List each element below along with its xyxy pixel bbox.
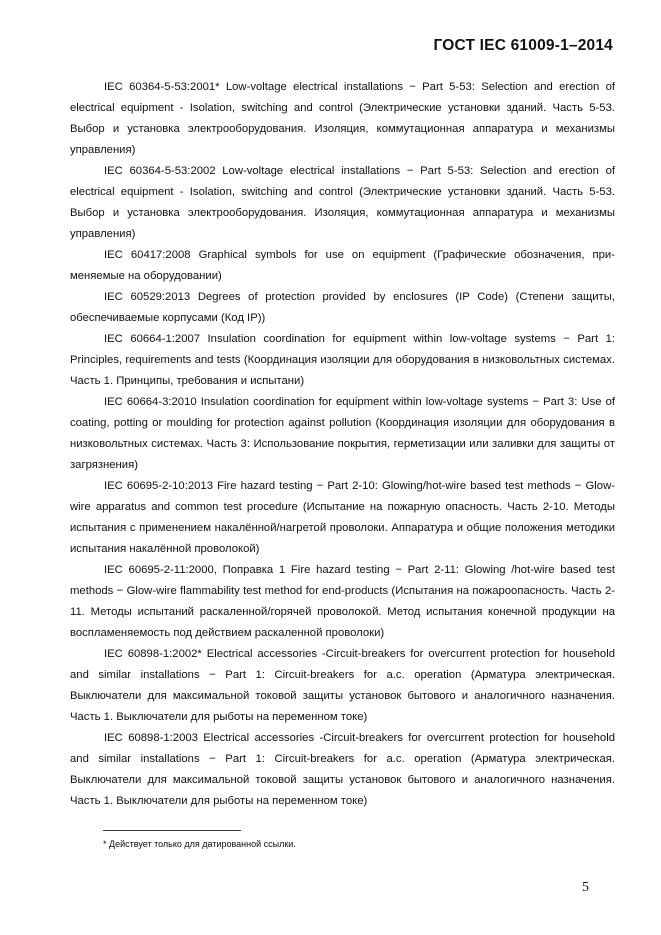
reference-item: IEC 60529:2013 Degrees of protection provided by enclosures (IP Code) (Степени защиты, обеспечиваемые корпусами (Код IP)) <box>70 291 615 324</box>
document-header-title: ГОСТ IEC 61009-1–2014 <box>433 37 613 54</box>
reference-item: IEC 60695-2-10:2013 Fire hazard testing − Part 2-10: Glowing/hot-wire based test methods − Glow-wire apparatus and common test procedure (Испытание на пожарную опасность. Часть 2-10. Методы испытания с применением накалённой/нагретой проволоки. Аппаратура и общие положения методики испытания накалённой проволокой) <box>70 480 615 555</box>
footnote: * Действует только для датированной ссылки. <box>103 839 296 849</box>
reference-item: IEC 60664-1:2007 Insulation coordination for equipment within low-voltage systems − Part 1: Principles, requirements and tests (Координация изоляции для оборудования в низковольтных системах. Часть 1. Принципы, требования и испытани) <box>70 333 615 387</box>
reference-item: IEC 60695-2-11:2000, Поправка 1 Fire hazard testing − Part 2-11: Glowing /hot-wire based test methods − Glow-wire flammability test method for end-products (Испытания на пожароопасность. Часть 2-11. Методы испытаний раскаленной/горячей проволокой. Метод испытания конечной продукции на воспламеняемость под действием раскаленной проволоки) <box>70 564 615 639</box>
footnote-divider <box>103 830 241 831</box>
normative-references <box>70 77 615 812</box>
reference-item: IEC 60664-3:2010 Insulation coordination for equipment within low-voltage systems − Part 3: Use of coating, potting or moulding for protection against pollution (Координация изоляции для оборудования в низковольтных системах. Часть 3: Использование покрытия, герметизации или заливки для защиты от загрязнения) <box>70 396 615 471</box>
page-number: 5 <box>582 880 589 895</box>
reference-item: IEC 60364-5-53:2002 Low-voltage electrical installations − Part 5-53: Selection and erection of electrical equipment - Isolation, switching and control (Электрические установки зданий. Часть 5-53. Выбор и установка электрооборудования. Изоляция, коммутационная аппаратура и механизмы управления) <box>70 165 615 240</box>
reference-item: IEC 60898-1:2002* Electrical accessories -Circuit-breakers for overcurrent protection for household and similar installations − Part 1: Circuit-breakers for a.c. operation (Арматура электрическая. Выключатели для максимальной токовой защиты установок бытового и аналогичного назначения. Часть 1. Выключатели для рыботы на переменном токе) <box>70 648 615 723</box>
reference-item: IEC 60417:2008 Graphical symbols for use on equipment (Графические обозначения, применяемые на оборудовании) <box>70 249 615 282</box>
reference-item: IEC 60898-1:2003 Electrical accessories -Circuit-breakers for overcurrent protection for household and similar installations − Part 1: Circuit-breakers for a.c. operation (Арматура электрическая. Выключатели для максимальной токовой защиты установок бытового и аналогичного назначения. Часть 1. Выключатели для рыботы на переменном токе) <box>70 732 615 807</box>
reference-item: IEC 60364-5-53:2001* Low-voltage electrical installations − Part 5-53: Selection and erection of electrical equipment - Isolation, switching and control (Электрические установки зданий. Часть 5-53. Выбор и установка электрооборудования. Изоляция, коммутационная аппаратура и механизмы управления) <box>70 81 615 156</box>
